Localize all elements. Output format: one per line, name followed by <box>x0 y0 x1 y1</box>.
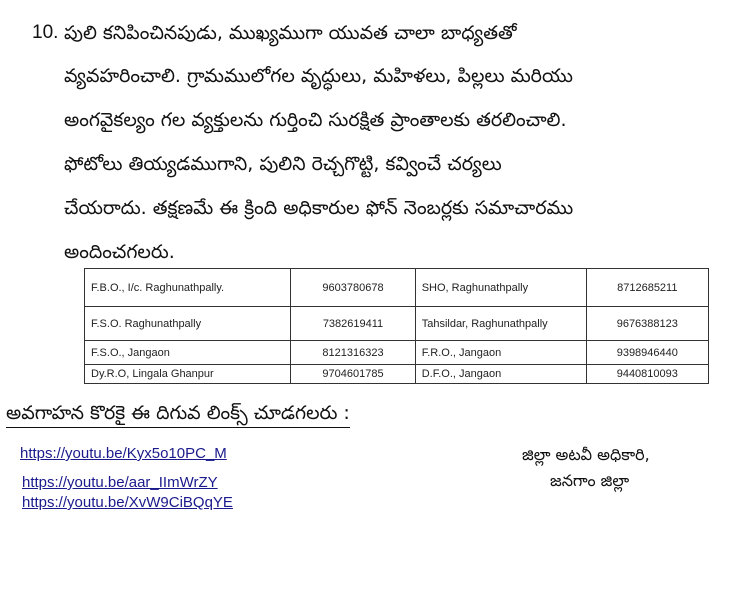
table-row <box>85 269 709 307</box>
table-row <box>85 365 709 384</box>
item-number: 10. <box>32 22 59 43</box>
paragraph-line: పులి కనిపించినపుడు, ముఖ్యముగా యువత చాలా బాధ్యతతో <box>64 22 517 44</box>
phone-number: 9398946440 <box>586 341 708 365</box>
official-designation: F.S.O., Jangaon <box>85 341 291 365</box>
table-row <box>85 341 709 365</box>
official-designation: F.R.O., Jangaon <box>415 341 586 365</box>
signature-district: జనగాం జిల్లా <box>550 471 630 490</box>
official-designation: F.S.O. Raghunathpally <box>85 307 291 341</box>
youtube-link[interactable]: https://youtu.be/Kyx5o10PC_M <box>20 445 227 462</box>
phone-number: 9603780678 <box>291 269 415 307</box>
official-designation: D.F.O., Jangaon <box>415 365 586 384</box>
youtube-link[interactable]: https://youtu.be/aar_IImWrZY <box>22 474 218 491</box>
links-heading: అవగాహన కొరకై ఈ దిగువ లింక్స్ చూడగలరు : <box>6 400 350 428</box>
official-designation: SHO, Raghunathpally <box>415 269 586 307</box>
official-designation: Tahsildar, Raghunathpally <box>415 307 586 341</box>
official-designation: Dy.R.O, Lingala Ghanpur <box>85 365 291 384</box>
signature-designation: జిల్లా అటవీ అధికారి, <box>522 445 650 464</box>
phone-number: 8121316323 <box>291 341 415 365</box>
youtube-link[interactable]: https://youtu.be/XvW9CiBQqYE <box>22 494 233 511</box>
official-designation: F.B.O., I/c. Raghunathpally. <box>85 269 291 307</box>
phone-number: 7382619411 <box>291 307 415 341</box>
phone-number: 9440810093 <box>586 365 708 384</box>
paragraph-line: అందించగలరు. <box>64 241 175 263</box>
contacts-table <box>84 268 709 384</box>
phone-number: 8712685211 <box>586 269 708 307</box>
table-row <box>85 307 709 341</box>
phone-number: 9704601785 <box>291 365 415 384</box>
paragraph-line: అంగవైకల్యం గల వ్యక్తులను గుర్తించి సురక్షిత ప్రాంతాలకు తరలించాలి. <box>64 109 567 131</box>
paragraph-line: వ్యవహరించాలి. గ్రామములోగల వృద్ధులు, మహిళలు, పిల్లలు మరియు <box>64 65 573 87</box>
paragraph-line: చేయరాదు. తక్షణమే ఈ క్రింది అధికారుల ఫోన్ నెంబర్లకు సమాచారము <box>64 197 574 219</box>
paragraph-line: ఫోటోలు తియ్యడముగాని, పులిని రెచ్చగొట్టి, కవ్వించే చర్యలు <box>64 153 502 175</box>
phone-number: 9676388123 <box>586 307 708 341</box>
